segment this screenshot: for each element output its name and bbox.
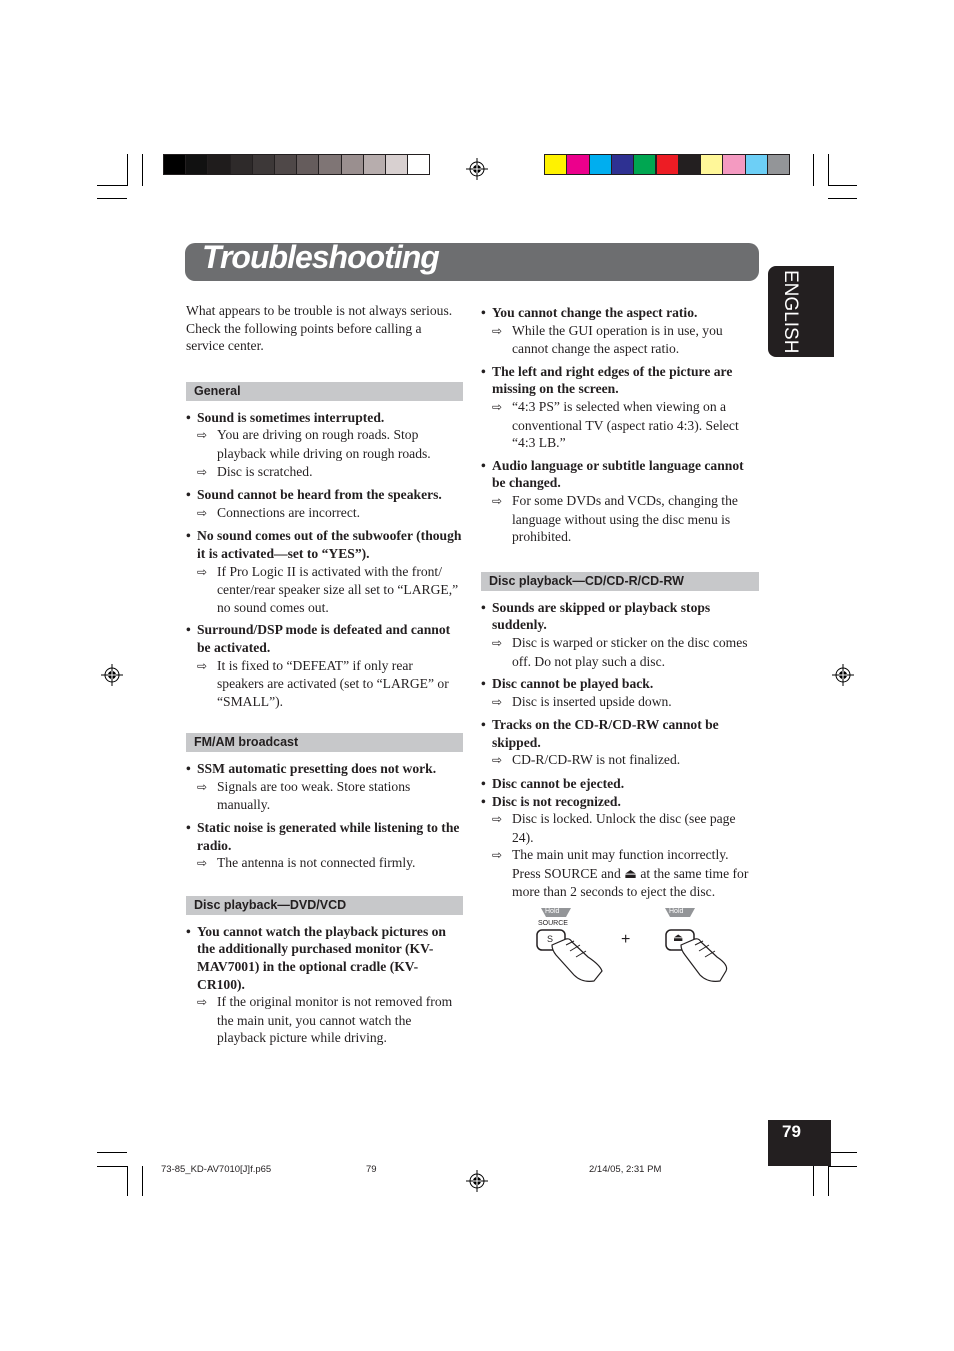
source-button: S: [547, 934, 554, 944]
arrow-icon: ⇨: [492, 399, 503, 414]
section-heading: Disc playback—DVD/VCD: [186, 896, 463, 915]
color-swatch: [185, 154, 208, 175]
color-swatch: [656, 154, 679, 175]
registration-mark-icon: [101, 664, 123, 686]
color-swatch: [230, 154, 253, 175]
arrow-icon: ⇨: [492, 323, 503, 338]
eject-icon: ⏏: [673, 931, 684, 944]
problem-item: [481, 675, 759, 711]
color-swatch: [544, 154, 567, 175]
color-swatch: [700, 154, 723, 175]
answer-text: ⇨ You are driving on rough roads. Stop playback while driving on rough roads.: [197, 427, 431, 461]
color-swatch: [207, 154, 230, 175]
answer-text: ⇨ If the original monitor is not removed from the main unit, you cannot watch the playback picture while driving.: [197, 994, 453, 1046]
problem-text: • You cannot watch the playback pictures on the additionally purchased monitor (KV-MAV7001) in the optional cradle (KV-CR100).: [186, 923, 463, 993]
button-illustration: [530, 905, 730, 985]
color-swatch: [611, 154, 634, 175]
registration-mark-icon: [466, 1170, 488, 1192]
answer-text: ⇨ If Pro Logic II is activated with the front/ center/rear speaker size all set to “LARGE,” no sound comes out.: [197, 563, 459, 615]
color-swatch: [678, 154, 701, 175]
plus-sign: +: [621, 931, 631, 948]
arrow-icon: ⇨: [197, 464, 208, 479]
problem-item: [481, 363, 759, 452]
section-heading: Disc playback—CD/CD-R/CD-RW: [481, 572, 759, 591]
problem-item: [481, 457, 759, 546]
color-swatch: [252, 154, 275, 175]
color-swatch: [407, 154, 430, 175]
section-cd: [481, 572, 759, 901]
problem-item: [186, 527, 463, 616]
problem-text: • SSM automatic presetting does not work.: [186, 760, 463, 778]
answer-text: ⇨ Disc is locked. Unlock the disc (see page 24).: [492, 811, 736, 845]
arrow-icon: ⇨: [197, 505, 208, 520]
problem-item: [481, 599, 759, 670]
problem-item: [481, 775, 759, 900]
problem-text: • Disc cannot be ejected.: [481, 775, 759, 793]
color-swatch: [274, 154, 297, 175]
problem-text: • Surround/DSP mode is defeated and cannot be activated.: [186, 621, 463, 656]
problem-item: [186, 819, 463, 873]
answer-text: ⇨ Disc is scratched.: [186, 463, 463, 482]
footer-page: 79: [366, 1164, 377, 1175]
problem-item: [186, 923, 463, 1047]
answer-text: ⇨ The antenna is not connected firmly.: [186, 854, 463, 873]
arrow-icon: ⇨: [492, 753, 503, 768]
arrow-icon: ⇨: [197, 995, 208, 1010]
section-dvd-vcd: [186, 896, 463, 1047]
problem-text: • Static noise is generated while listening to the radio.: [186, 819, 463, 854]
source-label: SOURCE: [538, 920, 568, 927]
registration-mark-icon: [466, 158, 488, 180]
hold-label: Hold: [669, 908, 684, 915]
section-fm-am: [186, 733, 463, 873]
color-swatch: [341, 154, 364, 175]
problem-text: • Sound cannot be heard from the speakers.: [186, 486, 463, 504]
arrow-icon: ⇨: [492, 635, 503, 650]
intro-text: What appears to be trouble is not always serious. Check the following points before calling a service center.: [186, 303, 453, 354]
problem-item: [186, 621, 463, 710]
registration-mark-icon: [832, 664, 854, 686]
answer-text: ⇨ Connections are incorrect.: [186, 504, 463, 523]
problem-item: [186, 409, 463, 481]
color-swatch: [745, 154, 768, 175]
color-swatch: [767, 154, 790, 175]
right-column: [481, 304, 759, 905]
arrow-icon: ⇨: [197, 658, 208, 673]
arrow-icon: ⇨: [492, 848, 503, 863]
color-swatch: [318, 154, 341, 175]
color-swatch: [722, 154, 745, 175]
answer-text: ⇨ Disc is warped or sticker on the disc comes off. Do not play such a disc.: [492, 634, 748, 669]
arrow-icon: ⇨: [197, 856, 208, 871]
arrow-icon: ⇨: [197, 779, 208, 794]
arrow-icon: ⇨: [492, 694, 503, 709]
problem-text: • The left and right edges of the picture are missing on the screen.: [481, 363, 759, 398]
problem-text: • No sound comes out of the subwoofer (though it is activated—set to “YES”).: [186, 527, 463, 562]
color-swatch: [363, 154, 386, 175]
color-swatch: [296, 154, 319, 175]
left-column: [186, 302, 463, 1052]
section-general: [186, 382, 463, 711]
color-swatch: [589, 154, 612, 175]
section-heading: FM/AM broadcast: [186, 733, 463, 752]
arrow-icon: ⇨: [197, 564, 208, 579]
arrow-icon: ⇨: [197, 428, 208, 443]
section-heading: General: [186, 382, 463, 401]
page-title: Troubleshooting: [202, 239, 439, 275]
answer-text: ⇨ The main unit may function incorrectly. Press SOURCE and ⏏ at the same time for more than 2 seconds to eject the disc.: [492, 847, 749, 899]
answer-text: ⇨ “4:3 PS” is selected when viewing on a conventional TV (aspect ratio 4:3). Select “4:3 LB.”: [492, 398, 739, 451]
arrow-icon: ⇨: [492, 493, 503, 508]
color-swatch: [163, 154, 186, 175]
problem-item: [186, 486, 463, 522]
problem-text: • You cannot change the aspect ratio.: [481, 304, 759, 322]
problem-item: [186, 760, 463, 814]
answer-text: ⇨ It is fixed to “DEFEAT” if only rear speakers are activated (set to “LARGE” or “SMALL”).: [197, 657, 449, 709]
problem-text: • Tracks on the CD-R/CD-RW cannot be skipped.: [481, 716, 759, 751]
footer-date: 2/14/05, 2:31 PM: [589, 1164, 662, 1175]
arrow-icon: ⇨: [492, 812, 503, 827]
problem-text: • Disc is not recognized.: [481, 793, 759, 811]
answer-text: ⇨ CD-R/CD-RW is not finalized.: [481, 751, 759, 770]
answer-text: ⇨ Disc is inserted upside down.: [481, 693, 759, 712]
page-number: 79: [782, 1122, 801, 1141]
answer-text: ⇨ While the GUI operation is in use, you cannot change the aspect ratio.: [492, 322, 723, 357]
color-swatch: [633, 154, 656, 175]
color-swatch: [566, 154, 589, 175]
hold-label: Hold: [545, 908, 560, 915]
answer-text: ⇨ For some DVDs and VCDs, changing the language without using the disc menu is prohibited.: [492, 492, 738, 545]
answer-text: ⇨ Signals are too weak. Store stations manually.: [197, 778, 411, 813]
problem-text: • Disc cannot be played back.: [481, 675, 759, 693]
problem-text: • Audio language or subtitle language cannot be changed.: [481, 457, 759, 492]
problem-item: [481, 716, 759, 770]
footer-filename: 73-85_KD-AV7010[J]f.p65: [161, 1164, 272, 1175]
language-tab-label: ENGLISH: [780, 269, 801, 354]
problem-item: [481, 304, 759, 358]
problem-text: • Sound is sometimes interrupted.: [186, 409, 463, 427]
color-swatch: [385, 154, 408, 175]
problem-text: • Sounds are skipped or playback stops suddenly.: [481, 599, 759, 634]
